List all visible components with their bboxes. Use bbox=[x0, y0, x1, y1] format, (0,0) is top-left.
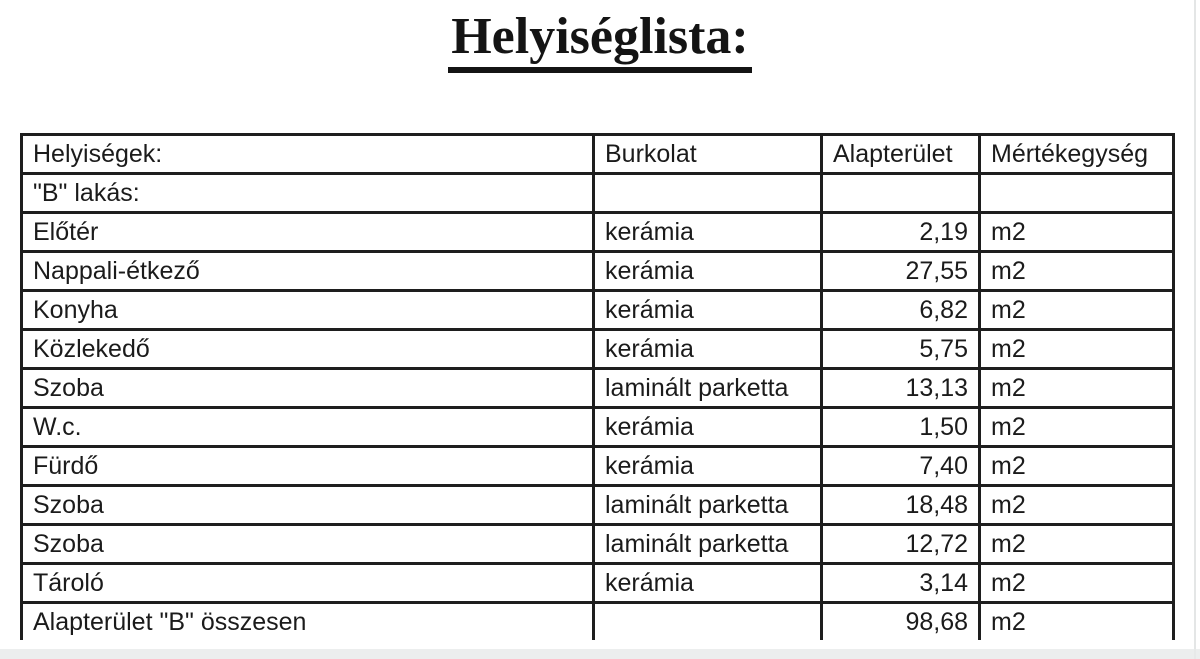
unit-cell: m2 bbox=[980, 252, 1174, 291]
room-name-cell: Fürdő bbox=[22, 447, 594, 486]
room-name-cell: Konyha bbox=[22, 291, 594, 330]
table-row bbox=[22, 525, 1174, 564]
page-header bbox=[0, 8, 1200, 73]
room-list-table bbox=[20, 133, 1175, 640]
unit-cell: m2 bbox=[980, 525, 1174, 564]
area-cell: 13,13 bbox=[822, 369, 980, 408]
flooring-cell: laminált parketta bbox=[594, 369, 822, 408]
unit-cell: m2 bbox=[980, 603, 1174, 641]
table-row bbox=[22, 564, 1174, 603]
unit-cell: m2 bbox=[980, 330, 1174, 369]
flooring-cell: kerámia bbox=[594, 564, 822, 603]
flooring-cell: kerámia bbox=[594, 408, 822, 447]
table-row bbox=[22, 291, 1174, 330]
room-name-cell: Szoba bbox=[22, 369, 594, 408]
area-cell: 18,48 bbox=[822, 486, 980, 525]
table-row bbox=[22, 408, 1174, 447]
room-name-cell: Előtér bbox=[22, 213, 594, 252]
unit-cell: m2 bbox=[980, 369, 1174, 408]
flooring-cell: laminált parketta bbox=[594, 486, 822, 525]
flooring-cell: kerámia bbox=[594, 447, 822, 486]
table-row bbox=[22, 252, 1174, 291]
flooring-cell: kerámia bbox=[594, 213, 822, 252]
area-cell: 12,72 bbox=[822, 525, 980, 564]
table-row-total bbox=[22, 603, 1174, 641]
page-title: Helyiséglista: bbox=[448, 8, 752, 73]
room-name-cell: Tároló bbox=[22, 564, 594, 603]
flooring-cell: kerámia bbox=[594, 291, 822, 330]
room-name-cell: Alapterület "B" összesen bbox=[22, 603, 594, 641]
table-row bbox=[22, 486, 1174, 525]
area-cell: 98,68 bbox=[822, 603, 980, 641]
column-header-area: Alapterület bbox=[822, 135, 980, 174]
area-cell: 2,19 bbox=[822, 213, 980, 252]
room-name-cell: "B" lakás: bbox=[22, 174, 594, 213]
table-row bbox=[22, 447, 1174, 486]
unit-cell: m2 bbox=[980, 447, 1174, 486]
room-name-cell: Szoba bbox=[22, 486, 594, 525]
room-name-cell: Nappali-étkező bbox=[22, 252, 594, 291]
room-name-cell: Közlekedő bbox=[22, 330, 594, 369]
scan-artifact-bottom-edge bbox=[0, 649, 1200, 659]
room-name-cell: Szoba bbox=[22, 525, 594, 564]
unit-cell: m2 bbox=[980, 408, 1174, 447]
column-header-rooms: Helyiségek: bbox=[22, 135, 594, 174]
column-header-unit: Mértékegység bbox=[980, 135, 1174, 174]
unit-cell bbox=[980, 174, 1174, 213]
unit-cell: m2 bbox=[980, 291, 1174, 330]
flooring-cell: laminált parketta bbox=[594, 525, 822, 564]
unit-cell: m2 bbox=[980, 564, 1174, 603]
scan-artifact-right-edge bbox=[1194, 0, 1196, 659]
flooring-cell: kerámia bbox=[594, 330, 822, 369]
area-cell: 1,50 bbox=[822, 408, 980, 447]
table-header-row bbox=[22, 135, 1174, 174]
area-cell: 7,40 bbox=[822, 447, 980, 486]
table-row bbox=[22, 330, 1174, 369]
unit-cell: m2 bbox=[980, 213, 1174, 252]
area-cell: 27,55 bbox=[822, 252, 980, 291]
table-row bbox=[22, 174, 1174, 213]
flooring-cell bbox=[594, 603, 822, 641]
column-header-flooring: Burkolat bbox=[594, 135, 822, 174]
area-cell: 5,75 bbox=[822, 330, 980, 369]
table-row bbox=[22, 213, 1174, 252]
table-row bbox=[22, 369, 1174, 408]
area-cell: 6,82 bbox=[822, 291, 980, 330]
flooring-cell: kerámia bbox=[594, 252, 822, 291]
area-cell: 3,14 bbox=[822, 564, 980, 603]
flooring-cell bbox=[594, 174, 822, 213]
unit-cell: m2 bbox=[980, 486, 1174, 525]
room-name-cell: W.c. bbox=[22, 408, 594, 447]
area-cell bbox=[822, 174, 980, 213]
